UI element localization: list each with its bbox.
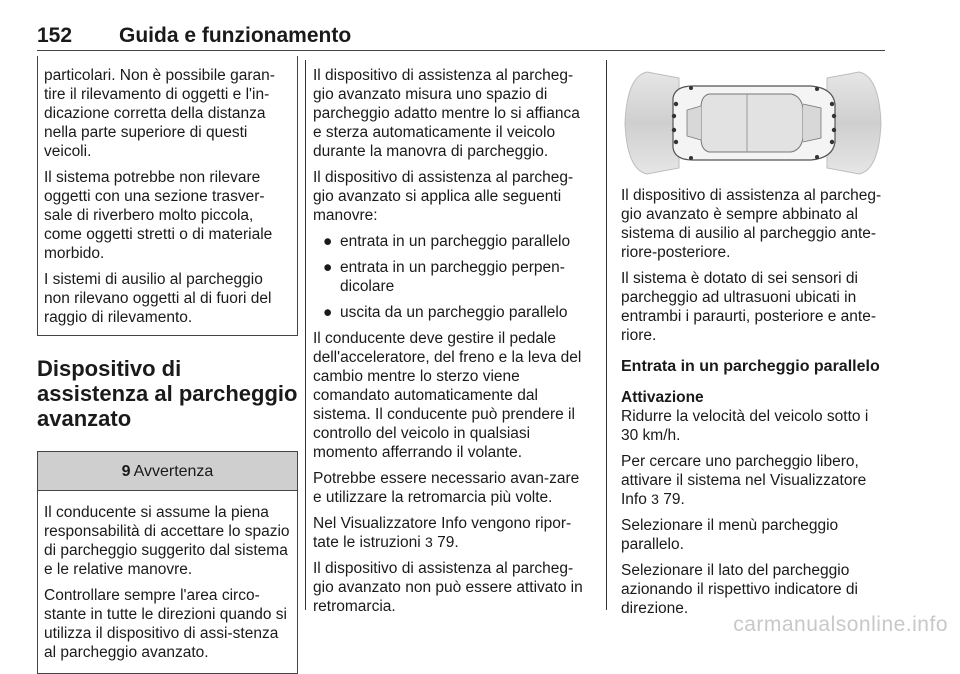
paragraph: Il sistema è dotato di sei sensori di parcheggio ad ultrasuoni ubicati in entrambi i paraurti, posteriore e ante-riore. bbox=[621, 270, 877, 344]
paragraph: Il conducente deve gestire il pedale dell'acceleratore, del freno e la leva del cambio mentre lo sterzo viene comandato automaticamente dal sistema. Il conducente può prendere il controllo del veicolo in qualsiasi momento afferrando il volante. bbox=[313, 330, 582, 461]
warning-header bbox=[38, 452, 297, 491]
page-reference[interactable]: 79. bbox=[663, 491, 685, 508]
paragraph: Potrebbe essere necessario avan-zare e utilizzare la retromarcia più volte. bbox=[313, 470, 580, 506]
paragraph: Per cercare uno parcheggio libero, attivare il sistema nel Visualizzatore Info 3 79. bbox=[621, 453, 867, 508]
section-heading: Dispositivo di assistenza al parcheggio avanzato bbox=[37, 356, 298, 431]
paragraph: Il sistema potrebbe non rilevare oggetti con una sezione trasver-sale di riverbero molto piccola, come oggetti stretti o di materiale morbido. bbox=[44, 169, 273, 262]
continued-box bbox=[37, 56, 298, 336]
column-divider bbox=[305, 60, 306, 610]
paragraph: Selezionare il menù parcheggio parallelo. bbox=[621, 517, 839, 553]
list-item: ● entrata in un parcheggio perpen-dicolare bbox=[323, 259, 565, 295]
page-number: 152 bbox=[37, 24, 73, 47]
rear-sensor-zone bbox=[625, 72, 679, 174]
page-reference-icon[interactable]: 3 bbox=[651, 491, 659, 507]
bullet-icon: ● bbox=[323, 233, 333, 250]
column-divider bbox=[606, 60, 607, 610]
paragraph: Il dispositivo di assistenza al parcheg-gio avanzato si applica alle seguenti manovre: bbox=[313, 169, 574, 224]
page-reference[interactable]: 79. bbox=[437, 534, 459, 551]
list-item: ● entrata in un parcheggio parallelo bbox=[323, 233, 571, 250]
paragraph: particolari. Non è possibile garan-tire il rilevamento di oggetti e l'in-dicazione corretta della distanza nella parte superiore di questi veicoli. bbox=[44, 67, 275, 160]
page-header bbox=[37, 20, 885, 51]
car-top-view-icon bbox=[673, 86, 835, 160]
bullet-icon: ● bbox=[323, 259, 333, 276]
paragraph: Il dispositivo di assistenza al parcheg-gio avanzato misura uno spazio di parcheggio adatto mentre lo si affianca e sterza automaticamente il veicolo durante la manovra di parcheggio. bbox=[313, 67, 580, 160]
paragraph: Ridurre la velocità del veicolo sotto i 30 km/h. bbox=[621, 408, 869, 444]
column-middle bbox=[313, 66, 591, 623]
warning-box bbox=[37, 451, 298, 674]
minor-heading: Attivazione bbox=[621, 389, 704, 406]
bullet-icon: ● bbox=[323, 304, 333, 321]
warning-title: Avvertenza bbox=[133, 462, 214, 480]
paragraph: Il dispositivo di assistenza al parcheg-gio avanzato è sempre abbinato al sistema di ausilio al parcheggio ante-riore-posteriore. bbox=[621, 187, 882, 261]
warning-paragraph: Controllare sempre l'area circo-stante in tutte le direzioni quando si utilizza il dispositivo di assi-stenza al parcheggio avanzato. bbox=[44, 587, 287, 661]
paragraph: Selezionare il lato del parcheggio azionando il rispettivo indicatore di direzione. bbox=[621, 562, 858, 617]
subsection-heading: Entrata in un parcheggio parallelo bbox=[621, 358, 880, 375]
warning-body bbox=[38, 491, 297, 673]
watermark: carmanualsonline.info bbox=[733, 613, 948, 636]
page-reference-icon[interactable]: 3 bbox=[425, 534, 433, 550]
paragraph: Nel Visualizzatore Info vengono ripor-tate le istruzioni 3 79. bbox=[313, 515, 572, 551]
column-left bbox=[37, 56, 298, 674]
paragraph: Il dispositivo di assistenza al parcheg-gio avanzato non può essere attivato in retromarcia. bbox=[313, 560, 583, 615]
paragraph: I sistemi di ausilio al parcheggio non rilevano oggetti al di fuori del raggio di rilevamento. bbox=[44, 271, 272, 326]
maneuver-list bbox=[313, 232, 591, 322]
section-title: Guida e funzionamento bbox=[119, 24, 352, 47]
parking-sensor-illustration bbox=[621, 64, 885, 182]
warning-icon: 9 bbox=[121, 462, 131, 480]
column-right bbox=[621, 186, 887, 625]
list-item: ● uscita da un parcheggio parallelo bbox=[323, 304, 568, 321]
warning-paragraph: Il conducente si assume la piena responsabilità di accettare lo spazio di parcheggio suggerito dal sistema e le relative manovre. bbox=[44, 504, 290, 578]
